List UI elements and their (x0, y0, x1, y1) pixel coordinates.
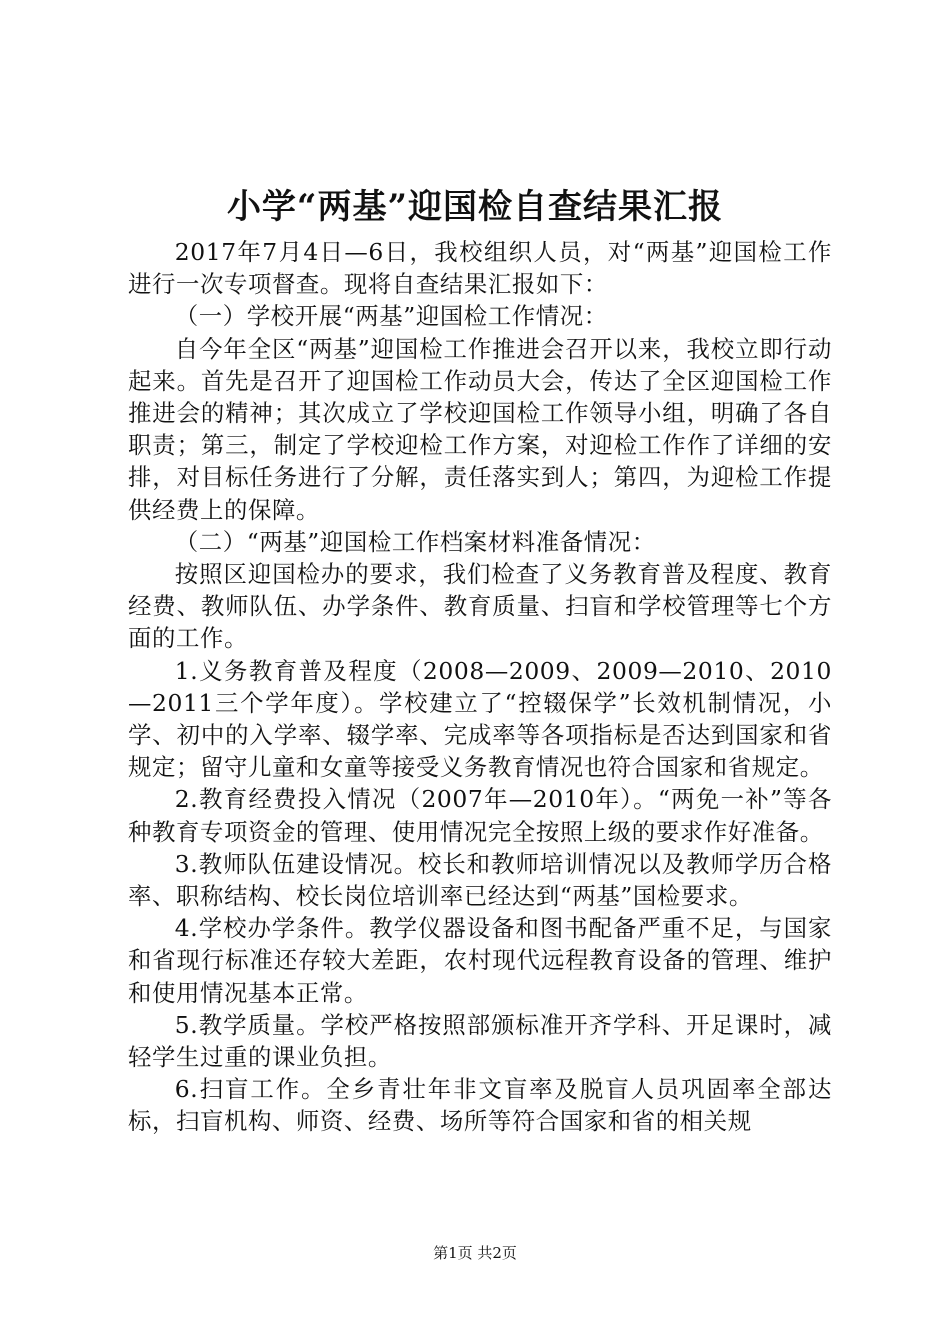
list-item-4: 4.学校办学条件。教学仪器设备和图书配备严重不足，与国家和省现行标准还存较大差距，农村现代远程教育设备的管理、维护和使用情况基本正常。 (128, 914, 832, 1007)
page-footer: 第1页 共2页 (433, 1244, 517, 1262)
section-heading-2: （二）“两基”迎国检工作档案材料准备情况： (174, 527, 656, 556)
paragraph-intro: 2017年7月4日—6日，我校组织人员，对“两基”迎国检工作进行一次专项督查。现将自查结果汇报如下： (128, 238, 832, 299)
list-item-5: 5.教学质量。学校严格按照部颁标准开齐学科、开足课时，减轻学生过重的课业负担。 (128, 1010, 832, 1072)
list-item-3: 3.教师队伍建设情况。校长和教师培训情况以及教师学历合格率、职称结构、校长岗位培训率已经达到“两基”国检要求。 (128, 849, 832, 911)
document-title: 小学“两基”迎国检自查结果汇报 (226, 187, 724, 227)
paragraph-section-2: 按照区迎国检办的要求，我们检查了义务教育普及程度、教育经费、教师队伍、办学条件、教育质量、扫盲和学校管理等七个方面的工作。 (128, 560, 832, 653)
list-item-2: 2.教育经费投入情况（2007年—2010年）。“两免一补”等各种教育专项资金的管理、使用情况完全按照上级的要求作好准备。 (128, 785, 832, 846)
list-item-1: 1.义务教育普及程度（2008—2009、2009—2010、2010—2011三个学年度）。学校建立了“控辍保学”长效机制情况，小学、初中的入学率、辍学率、完成率等各项指标是否达到国家和省规定；留守儿童和女童等接受义务教育情况也符合国家和省规定。 (128, 656, 832, 782)
list-item-6: 6.扫盲工作。全乡青壮年非文盲率及脱盲人员巩固率全部达标，扫盲机构、师资、经费、场所等符合国家和省的相关规 (128, 1075, 832, 1136)
paragraph-section-1: 自今年全区“两基”迎国检工作推进会召开以来，我校立即行动起来。首先是召开了迎国检工作动员大会，传达了全区迎国检工作推进会的精神；其次成立了学校迎国检工作领导小组，明确了各自职责；第三，制定了学校迎检工作方案，对迎检工作作了详细的安排，对目标任务进行了分解，责任落实到人；第四，为迎检工作提供经费上的保障。 (128, 334, 832, 524)
document-body (128, 236, 832, 1138)
section-heading-1: （一）学校开展“两基”迎国检工作情况： (174, 302, 608, 331)
